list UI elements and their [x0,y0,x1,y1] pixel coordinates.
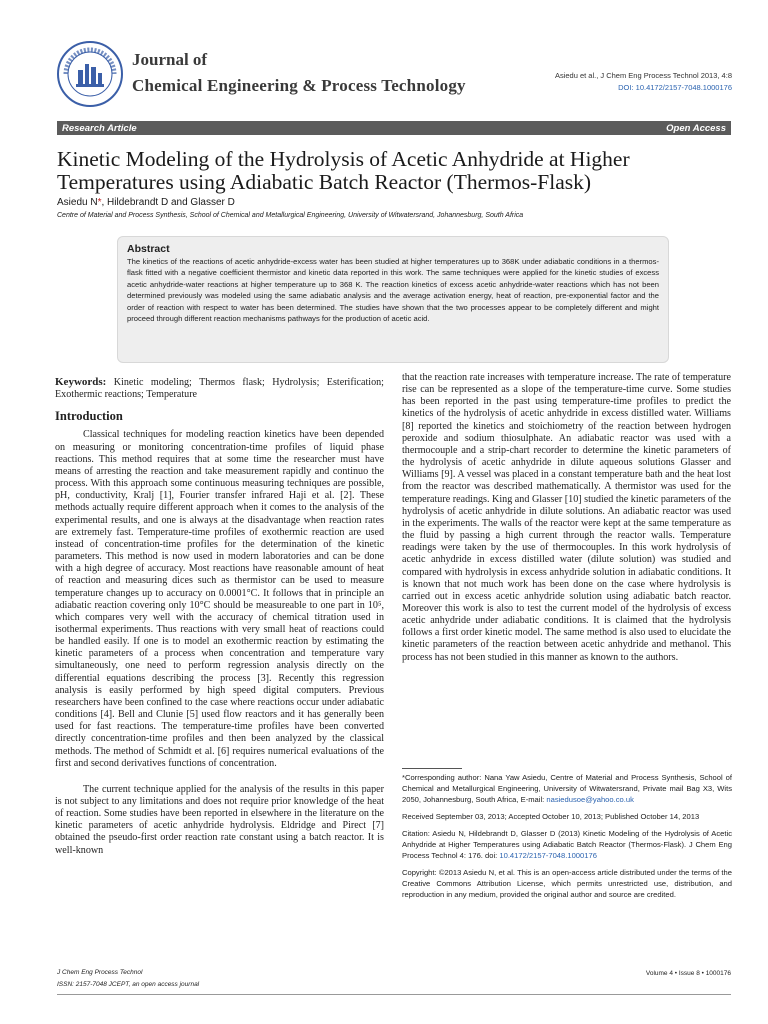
header-doi-link[interactable]: DOI: 10.4172/2157-7048.1000176 [618,83,732,92]
article-type-label: Research Article [62,122,137,134]
body-paragraph: that the reaction rate increases with temperature increase. The rate of temperature rise can be represented as a slope of the temperature-time curve. Some studies has been reported in the past using temperature-time profiles to predict the kinetics of the hydrolysis of acetic anhydride in excess distilled water. Williams [8] reported the kinetics and stoichiometry of the reaction between hydrogen peroxide and sodium thiosulphate. An adiabatic reactor was used with a thermocouple and a strip-chart recorder to determine the kinetic parameters of the hydrolysis of acetic anhydride in dilute aqueous solutions Glasser and Williams [9]. A vessel was placed in a constant temperature bath and the heat lost from the reactor was described mathematically. A thermistor was used for the temperature readings. King and Glasser [10] studied the kinetic parameters of the hydrolysis of acetic anhydride in dilute solutions. An adiabatic reactor was used in the experiments. The walls of the reactor were kept at the same temperature as the fluid by passing a high current through the reactor walls. Temperature readings were taken by the use of thermocouples. In this work hydrolysis of acetic anhydride in excess distilled water (dilute solution) was studied and compared with hydrolysis in excess anhydride solution in adiabatic conditions. It is known that not much work has been done on the case where hydrolysis is carried out in excess acetic anhydride solution using adiabatic batch reactor. Moreover this work is also to test the current model of the hydrolysis of excess acetic anhydride under adiabatic conditions. It is claimed that the hydrolysis follows a first order kinetic model. The same method is also used to elucidate the kinetic parameters of the reaction between acetic anhydride and methanol. This process has not been studied in this manner as known to the authors. [402,372,731,663]
author-affiliation: Centre of Material and Process Synthesis, School of Chemical and Metallurgical Engineering, University of Witwatersrand, Johannesburg, South Africa [57,212,524,219]
citation-text: Citation: Asiedu N, Hildebrandt D, Glasser D (2013) Kinetic Modeling of the Hydrolysis of Acetic Anhydride at Higher Temperatures using Adiabatic Batch Reactor (Thermos-Flask). J Chem Eng Process Technol 4: 176. doi: [402,829,732,860]
article-title: Kinetic Modeling of the Hydrolysis of Acetic Anhydride at Higher Temperatures using Adiabatic Batch Reactor (Thermos-Flask) [57,147,630,194]
keywords [55,376,384,401]
journal-title-line2: Chemical Engineering & Process Technology [132,76,466,95]
journal-title-line1: Journal of [132,50,208,69]
author-list [57,197,235,208]
abstract-heading: Abstract [127,243,170,255]
citation-doi-link[interactable]: 10.4172/2157-7048.1000176 [499,851,597,860]
author-list-rest: , Hildebrandt D and Glasser D [101,197,235,208]
body-paragraph: The current technique applied for the analysis of the results in this paper is not subject to any limitations and does not require prior knowledge of the heat of reaction. Some studies have been reported in elsewhere in the literature on the kinetic parameters of acetic anhydride hydrolysis. Eldridge and Pirect [7] obtained the pseudo-first order reaction rate constant using a batch reactor. It is well-known [55,783,384,856]
body-column-left [55,376,384,857]
journal-logo [56,40,124,108]
header-citation [555,70,732,94]
corresponding-author-mark: * [97,197,102,208]
keywords-label: Keywords: [55,376,107,388]
footer-rule [57,994,731,995]
corresponding-author-text: *Corresponding author: Nana Yaw Asiedu, Centre of Material and Process Synthesis, School of Chemical and Metallurgical Engineering, University of Witwatersrand, Private mail Bag X3, Wits 2050, Johannesburg, South Africa, E-mail: [402,773,732,804]
author-name: Asiedu N [57,197,98,208]
footer-journal-info [57,967,199,991]
section-heading-introduction: Introduction [55,409,123,424]
copyright-note: Copyright: ©2013 Asiedu N, et al. This is an open-access article distributed under the terms of the Creative Commons Attribution License, which permits unrestricted use, distribution, and reproduction in any medium, provided the original author and source are credited. [402,868,732,899]
body-paragraph: Classical techniques for modeling reaction kinetics have been depended on measuring or monitoring concentration-time profiles of liquid phase reactions. This method requires that at some time the researcher must have means of arresting the reaction and take measurement rapidly and continuo the process. With this approach some continuous measuring techniques are possible, pH, conductivity, Kralj [1], Fourier transfer infrared Haji et al. [2]. These methods actually require different approach when it comes to the analysis of the experimental results, and one is always at the disadvantage when reaction rates are extremely fast. Temperature-time profiles of exothermic reaction are used instead of concentration-time profiles for the determination of the kinetic parameters. This method is now used in modern laboratories and can be done with a high degree of accuracy. Most reactions have reasonable amount of heat of reaction and measuring dices such as thermistor can be used to measure temperature changes up to accuracy on 0.0001°C. It follows that in principle an adiabatic reaction covering only 10°C should be measureable to one part in 10⁵, which compares very well with the accuracy of chemical titration used in isothermal experiments. Thus reactions with very small heat of reactions could be handled easily. If one is to model an exothermic reaction by estimating the kinetic parameters of a process when concentration and temperature vary simultaneously, one need to perform regression analysis directly on the differential equations describing the process [3]. Recently this regression analysis is easily performed by high speed digital computers. Previous researchers have been confined to the case where reactions occur under adiabatic conditions [4]. Bell and Clunie [5] used flow reactors and it has generally been used for fast reactions. The temperature-time profiles have been converted directly concentration-time profiles and then been analyzed by the classical methods. The method of Schmidt et al. [6] requires numerical evaluations of the first and second derivatives functions of concentration. [55,429,384,769]
email-link[interactable]: nasiedusoe@yahoo.co.uk [546,795,634,804]
body-column-right [402,372,731,664]
footer-journal-name: J Chem Eng Process Technol [57,969,143,976]
header-citation-text: Asiedu et al., J Chem Eng Process Technol 2013, 4:8 [554,71,732,80]
footer-issn: ISSN: 2157-7048 JCEPT, an open access journal [57,981,200,988]
footnotes [402,772,732,906]
open-access-label: Open Access [666,122,726,134]
corresponding-author-note [402,772,732,805]
abstract-text: The kinetics of the reactions of acetic anhydride-excess water has been studied at higher temperatures up to 368K under adiabatic conditions in a thermos-flask fitted with a negative coefficient thermistor and kinetic data reported in this work. The same techniques were applied for the kinetic studies of excess acetic anhydride-water reactions at higher temperature up to 368 K. The reaction kinetics of excess acetic anhydride-water reactions which has not been determined previously was modeled using the same adiabatic analysis and the average activation energy, heat of reaction, pre-exponential factor and the order of reaction with respect to water has been determined. The studies have shown that the two processes appear to be completely different and might proceed through different reaction mechanisms pathways for the production of acetic acid. [127,257,659,324]
keywords-text: Kinetic modeling; Thermos flask; Hydrolysis; Esterification; Exothermic reactions; Temperature [55,377,384,401]
footer-volume-info: Volume 4 • Issue 8 • 1000176 [645,970,731,977]
received-dates: Received September 03, 2013; Accepted October 10, 2013; Published October 14, 2013 [402,812,700,821]
citation-note [402,828,732,861]
article-type-bar [57,121,731,135]
footnote-separator [402,768,462,769]
